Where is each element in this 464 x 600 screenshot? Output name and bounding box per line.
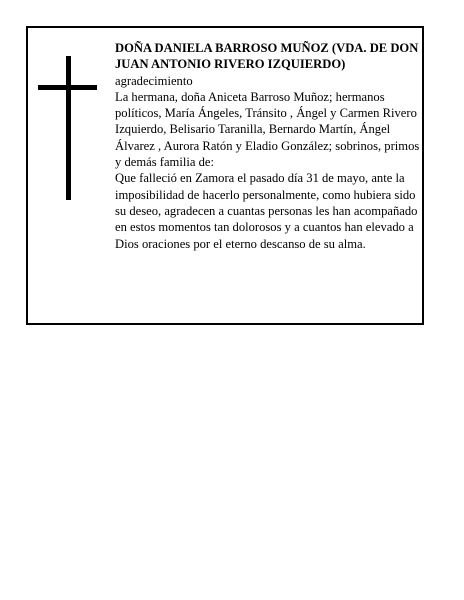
family-list-paragraph: La hermana, doña Aniceta Barroso Muñoz; hermanos políticos, María Ángeles, Tránsito , Ángel y Carmen Rivero Izquierdo, Belisario Taranilla, Bernardo Martín, Ángel Álvarez , Aurora Ratón y Eladio González; sobrinos, primos y demás familia de:	[115, 89, 420, 170]
notice-text-block	[115, 40, 420, 252]
obituary-notice	[26, 26, 424, 325]
deceased-name-title: DOÑA DANIELA BARROSO MUÑOZ (VDA. DE DON JUAN ANTONIO RIVERO IZQUIERDO)	[115, 41, 419, 72]
cross-vertical-bar	[66, 56, 71, 200]
notice-subtitle: agradecimiento	[115, 73, 193, 88]
cross-horizontal-bar	[38, 85, 97, 90]
gratitude-message-paragraph: Que falleció en Zamora el pasado día 31 de mayo, ante la imposibilidad de hacerlo personalmente, como hubiera sido su deseo, agradecen a cuantas personas les han acompañado en estos momentos tan dolorosos y a cuantos han elevado a Dios oraciones por el eterno descanso de su alma.	[115, 171, 418, 251]
